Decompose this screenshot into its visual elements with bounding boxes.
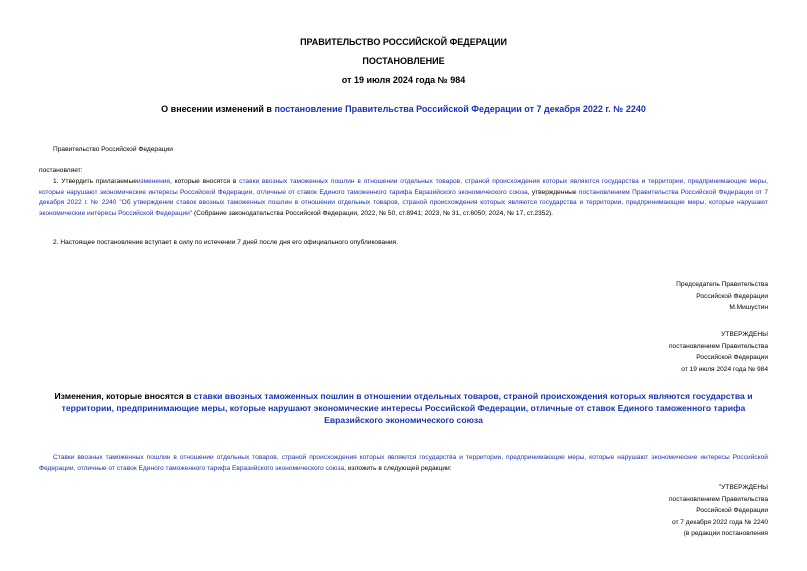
- item-1-paragraph: [39, 177, 768, 219]
- changes-paragraph-link[interactable]: Ставки ввозных таможенных пошлин в отношении отдельных товаров, страной происхождения которых являются государства и территории, предпринимающие меры, которые нарушают экономические интересы Российской Федерации, отличные от ставок Единого таможенного тарифа Евразийского экономического союза: [39, 454, 768, 472]
- approved-line-3: Российской Федерации: [696, 354, 768, 361]
- changes-title: [40, 390, 767, 426]
- preamble-decides: постановляет:: [39, 167, 83, 174]
- changes-title-prefix: Изменения, которые вносятся в: [54, 391, 194, 401]
- approved-2240-line-1: "УТВЕРЖДЕНЫ: [718, 484, 768, 491]
- changes-link[interactable]: изменения: [136, 178, 170, 185]
- approved-2240-line-3: Российской Федерации: [696, 507, 768, 514]
- approved-line-1: УТВЕРЖДЕНЫ: [721, 331, 768, 338]
- item-1-text-b: , которые вносятся в: [169, 178, 237, 185]
- signature-block: [548, 279, 768, 314]
- item-1-text-d: (Собрание законодательства Российской Федерации, 2022, № 50, ст.8941; 2023, № 31, ст.6050; 2024, № 17, ст.2352).: [192, 209, 554, 217]
- changes-paragraph-suffix: , изложить в следующей редакции:: [344, 464, 452, 472]
- signature-line-1: Председатель Правительства: [676, 281, 768, 288]
- preamble-gov: Правительство Российской Федерации: [53, 146, 173, 153]
- item-1-text-a: 1. Утвердить прилагаемые: [53, 178, 137, 185]
- changes-title-link[interactable]: ставки ввозных таможенных пошлин в отношении отдельных товаров, страной происхождения которых являются государства и территории, предпринимающие меры, которые нарушают экономические интересы Российской Федерации, отличные от ставок Единого таможенного тарифа Евразийского экономического союза: [61, 391, 753, 425]
- title-prefix: О внесении изменений в: [161, 104, 275, 114]
- document-date-number: от 19 июля 2024 года № 984: [341, 75, 466, 85]
- item-2-paragraph: 2. Настоящее постановление вступает в силу по истечении 7 дней после дня его официального опубликования.: [53, 239, 398, 246]
- signature-line-2: Российской Федерации: [696, 292, 768, 300]
- document-type: ПОСТАНОВЛЕНИЕ: [362, 56, 445, 66]
- signature-line-3: М.Мишустин: [729, 304, 768, 311]
- government-heading: ПРАВИТЕЛЬСТВО РОССИЙСКОЙ ФЕДЕРАЦИИ: [300, 37, 507, 47]
- item-1-text-c: , утвержденные: [527, 188, 577, 196]
- approved-line-2: постановлением Правительства: [668, 342, 768, 350]
- approved-2240-line-4: от 7 декабря 2022 года № 2240: [671, 518, 768, 526]
- changes-paragraph: [39, 453, 768, 474]
- approved-2240-line-2: постановлением Правительства: [668, 495, 768, 503]
- resolution-2240-link[interactable]: постановлением Правительства Российской Федерации от 7 декабря 2022 г. № 2240 "Об утверждении ставок ввозных таможенных пошлин в отношении отдельных товаров, страной происхождения которых являются государства и территории, предпринимающие меры, которые нарушают экономические интересы Российской Федерации": [39, 188, 769, 217]
- approved-2240-block: [548, 482, 768, 540]
- approved-line-4: от 19 июля 2024 года № 984: [681, 365, 768, 373]
- rates-link[interactable]: ставки ввозных таможенных пошлин в отношении отдельных товаров, страной происхождения которых являются государства и территории, предпринимающие меры, которые нарушают экономические интересы Российской Федерации, отличные от ставок Единого таможенного тарифа Евразийского экономического союза: [39, 178, 768, 196]
- approved-2240-line-5: (в редакции постановления: [683, 530, 768, 537]
- approved-block: [548, 329, 768, 375]
- document-title: [0, 104, 807, 114]
- title-link[interactable]: постановление Правительства Российской Федерации от 7 декабря 2022 г. № 2240: [274, 104, 646, 114]
